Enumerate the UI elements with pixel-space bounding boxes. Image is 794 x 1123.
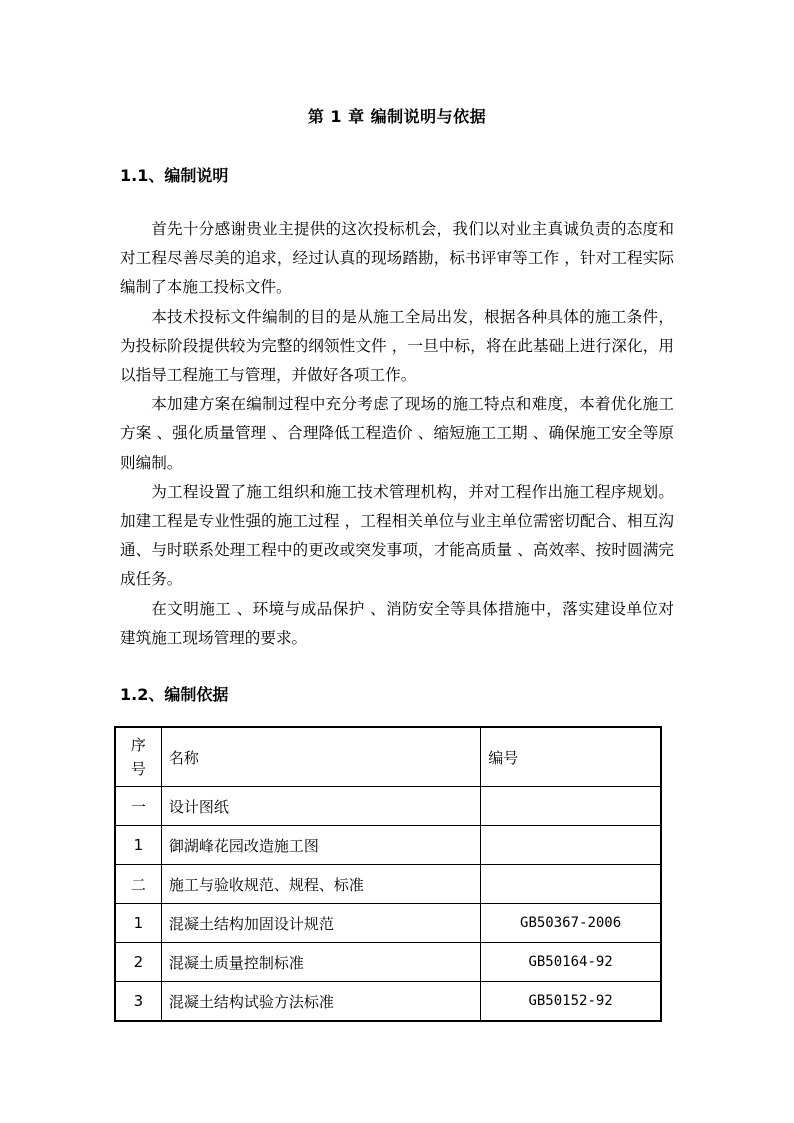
row-no: 一 bbox=[115, 787, 161, 826]
header-no-line1: 序 bbox=[130, 736, 146, 754]
table-row bbox=[115, 787, 661, 826]
paragraph: 在文明施工 、环境与成品保护 、消防安全等具体措施中，落实建设单位对建筑施工现场管理的要求。 bbox=[120, 599, 674, 647]
table-row bbox=[115, 982, 661, 1022]
table-row bbox=[115, 865, 661, 904]
row-no: 二 bbox=[115, 865, 161, 904]
row-name: 设计图纸 bbox=[161, 787, 480, 826]
section-heading-explanation: 1.1、编制说明 bbox=[120, 166, 229, 185]
row-name: 混凝土结构加固设计规范 bbox=[161, 904, 480, 943]
header-name: 名称 bbox=[161, 727, 480, 787]
row-no: 1 bbox=[115, 826, 161, 865]
header-no-line2: 号 bbox=[130, 760, 146, 778]
paragraph: 为工程设置了施工组织和施工技术管理机构，并对工程作出施工程序规划。加建工程是专业性强的施工过程 ，工程相关单位与业主单位需密切配合、相互沟通、与时联系处理工程中的更改或突发事项，才能高质量 、高效率、按时圆满完成任务。 bbox=[120, 482, 674, 589]
table-row bbox=[115, 826, 661, 865]
row-name: 御湖峰花园改造施工图 bbox=[161, 826, 480, 865]
explanation-body bbox=[120, 215, 674, 653]
row-name: 混凝土结构试验方法标准 bbox=[161, 982, 480, 1022]
row-code bbox=[481, 865, 661, 904]
header-no bbox=[115, 727, 161, 787]
row-name: 混凝土质量控制标准 bbox=[161, 943, 480, 982]
row-code: GB50164-92 bbox=[481, 943, 661, 982]
paragraph: 首先十分感谢贵业主提供的这次投标机会，我们以对业主真诚负责的态度和对工程尽善尽美的追求，经过认真的现场踏勘，标书评审等工作 ，针对工程实际编制了本施工投标文件。 bbox=[120, 220, 674, 297]
paragraph: 本加建方案在编制过程中充分考虑了现场的施工特点和难度，本着优化施工方案 、强化质量管理 、合理降低工程造价 、缩短施工工期 、确保施工安全等原则编制。 bbox=[120, 395, 674, 472]
row-no: 3 bbox=[115, 982, 161, 1022]
table-row bbox=[115, 904, 661, 943]
section-heading-basis: 1.2、编制依据 bbox=[120, 685, 229, 704]
chapter-title: 第 1 章 编制说明与依据 bbox=[307, 107, 487, 126]
paragraph: 本技术投标文件编制的目的是从施工全局出发，根据各种具体的施工条件，为投标阶段提供较为完整的纲领性文件 ，一旦中标，将在此基础上进行深化，用以指导工程施工与管理，并做好各项工作。 bbox=[120, 307, 674, 385]
row-code bbox=[481, 787, 661, 826]
row-name: 施工与验收规范、规程、标准 bbox=[161, 865, 480, 904]
basis-table bbox=[114, 726, 662, 1022]
row-code bbox=[481, 826, 661, 865]
header-code: 编号 bbox=[481, 727, 661, 787]
row-no: 1 bbox=[115, 904, 161, 943]
row-no: 2 bbox=[115, 943, 161, 982]
row-code: GB50152-92 bbox=[481, 982, 661, 1022]
row-code: GB50367-2006 bbox=[481, 904, 661, 943]
table-header-row bbox=[115, 727, 661, 787]
table-row bbox=[115, 943, 661, 982]
